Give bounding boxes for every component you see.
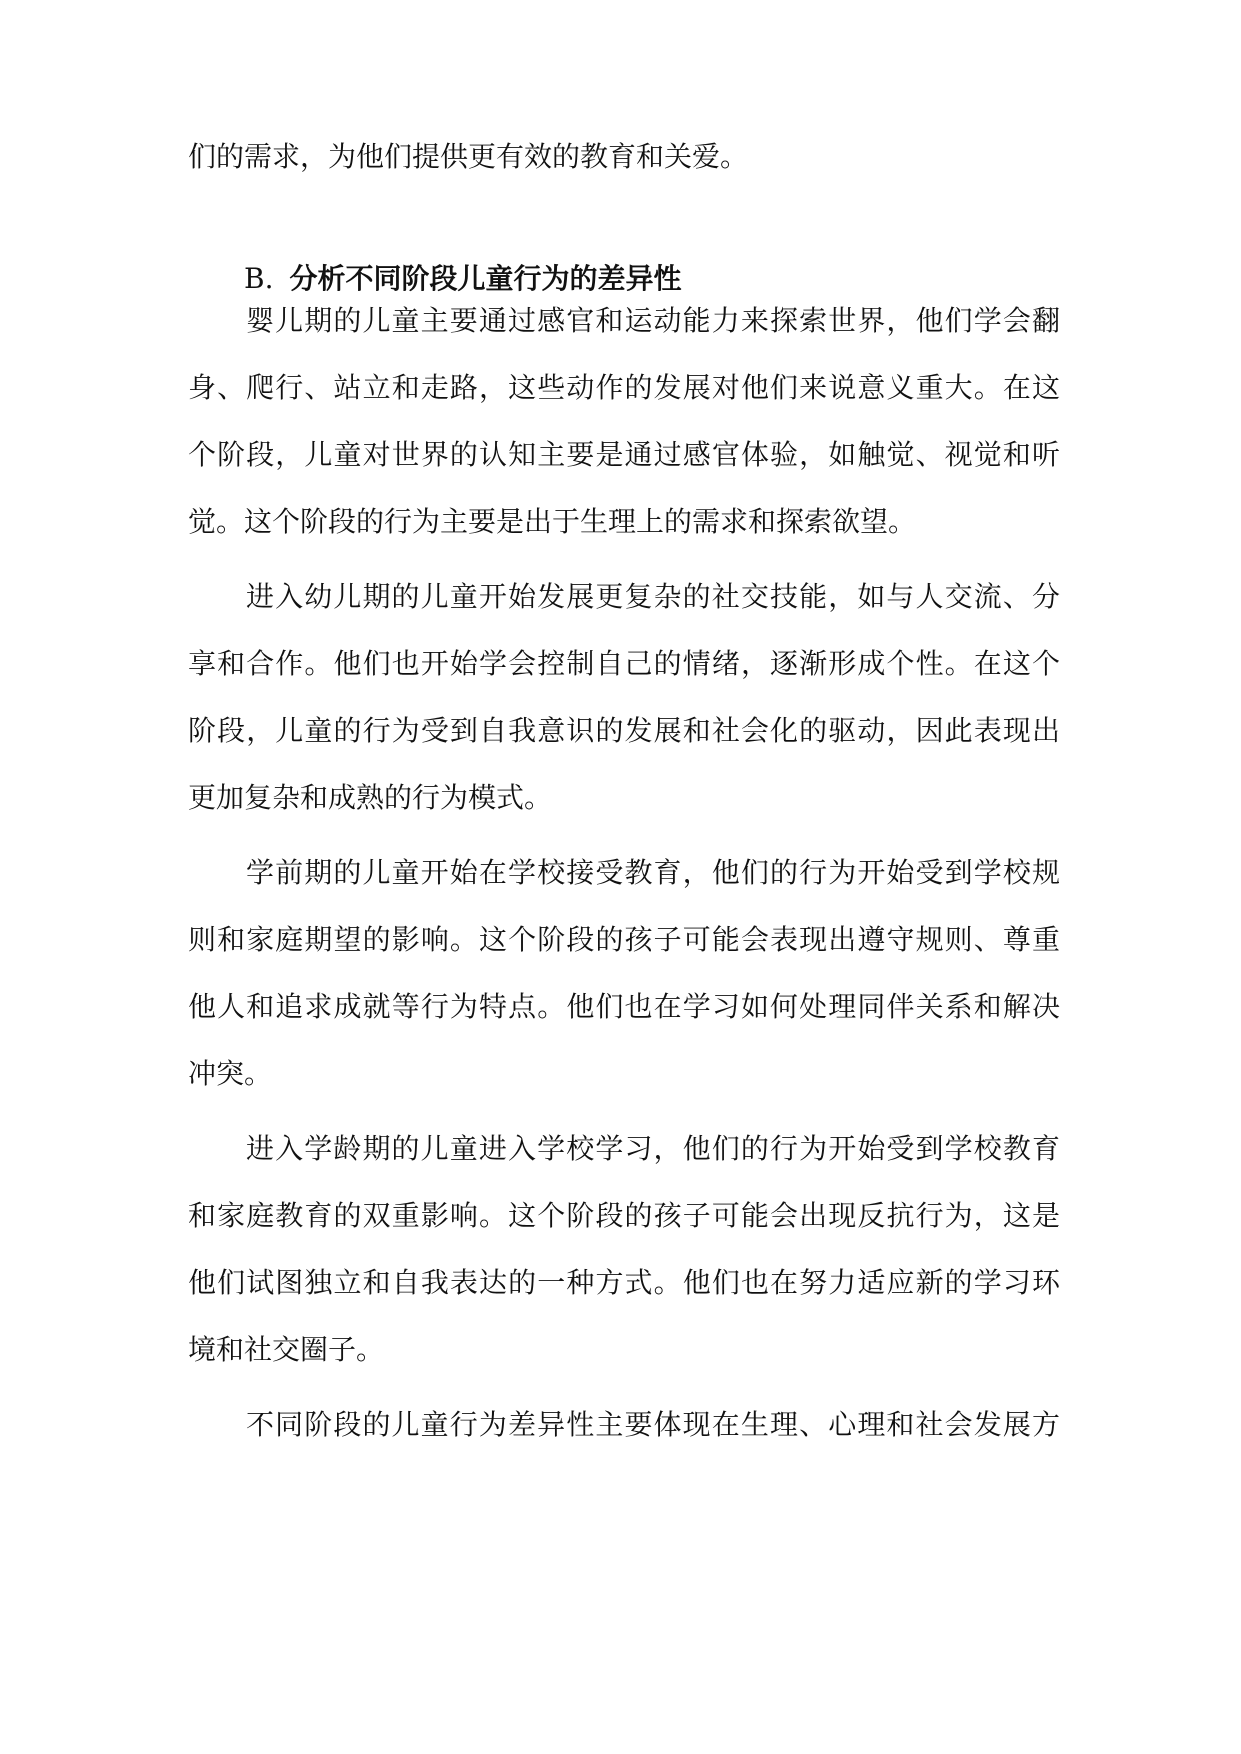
paragraph-continuation-line: 们的需求，为他们提供更有效的教育和关爱。 [188, 140, 749, 173]
paragraph-line: 冲突。 [188, 1057, 273, 1090]
paragraph-line: 身、爬行、站立和走路，这些动作的发展对他们来说意义重大。在这 [188, 371, 1060, 404]
paragraph-line: 婴儿期的儿童主要通过感官和运动能力来探索世界，他们学会翻 [246, 304, 1060, 337]
paragraph-line: 和家庭教育的双重影响。这个阶段的孩子可能会出现反抗行为，这是 [188, 1199, 1060, 1232]
paragraph-line: 他们试图独立和自我表达的一种方式。他们也在努力适应新的学习环 [188, 1266, 1060, 1299]
section-title: 分析不同阶段儿童行为的差异性 [289, 262, 682, 295]
paragraph-line: 进入学龄期的儿童进入学校学习，他们的行为开始受到学校教育 [246, 1132, 1060, 1165]
paragraph-line: 则和家庭期望的影响。这个阶段的孩子可能会表现出遵守规则、尊重 [188, 923, 1060, 956]
paragraph-line: 学前期的儿童开始在学校接受教育，他们的行为开始受到学校规 [246, 856, 1060, 889]
paragraph-line: 境和社交圈子。 [188, 1333, 385, 1366]
paragraph-line: 他人和追求成就等行为特点。他们也在学习如何处理同伴关系和解决 [188, 990, 1060, 1023]
paragraph-line: 不同阶段的儿童行为差异性主要体现在生理、心理和社会发展方 [246, 1408, 1060, 1441]
paragraph-line: 进入幼儿期的儿童开始发展更复杂的社交技能，如与人交流、分 [246, 580, 1060, 613]
paragraph-line: 阶段，儿童的行为受到自我意识的发展和社会化的驱动，因此表现出 [188, 714, 1060, 747]
paragraph-line: 觉。这个阶段的行为主要是出于生理上的需求和探索欲望。 [188, 505, 917, 538]
section-heading [244, 259, 682, 299]
paragraph-line: 享和合作。他们也开始学会控制自己的情绪，逐渐形成个性。在这个 [188, 647, 1060, 680]
paragraph-line: 更加复杂和成熟的行为模式。 [188, 781, 553, 814]
paragraph-line: 个阶段，儿童对世界的认知主要是通过感官体验，如触觉、视觉和听 [188, 438, 1060, 471]
section-letter: B. [244, 262, 274, 295]
